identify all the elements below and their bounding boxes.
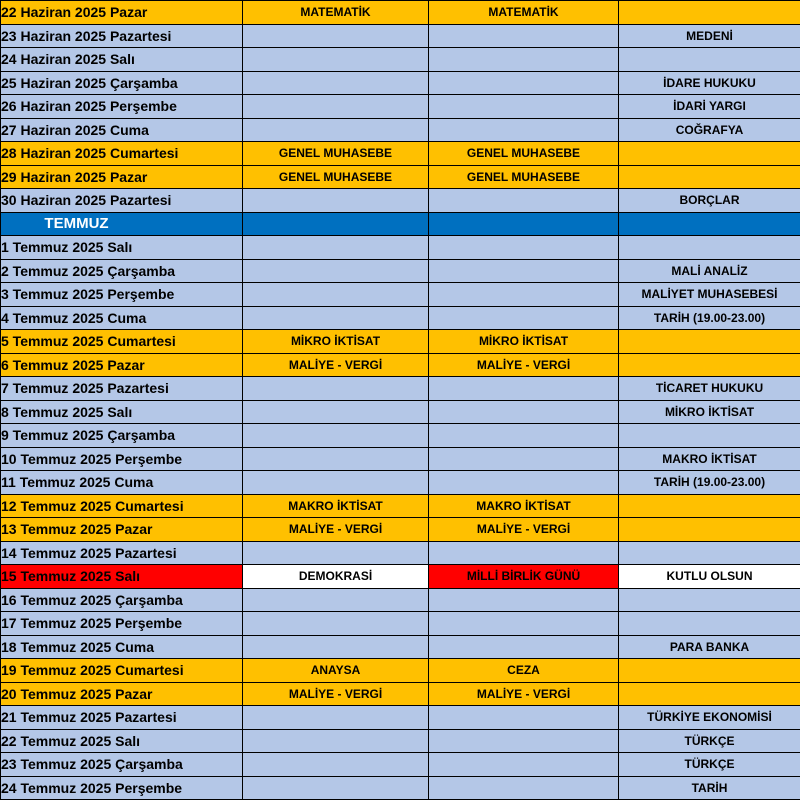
session-1-cell (243, 71, 429, 95)
session-1-cell (243, 95, 429, 119)
schedule-row (1, 776, 800, 800)
schedule-row (1, 48, 800, 72)
date-cell: 24 Temmuz 2025 Perşembe (1, 776, 243, 800)
session-1-cell (243, 541, 429, 565)
evening-session-cell (619, 48, 800, 72)
schedule-row (1, 494, 800, 518)
date-cell: 8 Temmuz 2025 Salı (1, 400, 243, 424)
date-cell: 6 Temmuz 2025 Pazar (1, 353, 243, 377)
schedule-row (1, 259, 800, 283)
session-2-cell: GENEL MUHASEBE (429, 165, 619, 189)
session-2-cell: CEZA (429, 659, 619, 683)
evening-session-cell: TÜRKÇE (619, 753, 800, 777)
date-cell: 7 Temmuz 2025 Pazartesi (1, 377, 243, 401)
session-2-cell (429, 306, 619, 330)
schedule-row (1, 565, 800, 589)
session-1-cell (243, 236, 429, 260)
schedule-row (1, 682, 800, 706)
session-2-cell (429, 612, 619, 636)
session-2-cell (429, 635, 619, 659)
schedule-row (1, 306, 800, 330)
session-1-cell: MAKRO İKTİSAT (243, 494, 429, 518)
date-cell: 23 Temmuz 2025 Çarşamba (1, 753, 243, 777)
schedule-row (1, 471, 800, 495)
session-1-cell: MİKRO İKTİSAT (243, 330, 429, 354)
schedule-row (1, 447, 800, 471)
session-2-cell (429, 753, 619, 777)
date-cell: 15 Temmuz 2025 Salı (1, 565, 243, 589)
session-2-cell (429, 212, 619, 236)
session-1-cell: MALİYE - VERGİ (243, 518, 429, 542)
evening-session-cell: MALİ ANALİZ (619, 259, 800, 283)
evening-session-cell: PARA BANKA (619, 635, 800, 659)
date-cell: 12 Temmuz 2025 Cumartesi (1, 494, 243, 518)
session-1-cell (243, 377, 429, 401)
session-2-cell (429, 95, 619, 119)
session-1-cell: MALİYE - VERGİ (243, 682, 429, 706)
session-2-cell (429, 541, 619, 565)
session-2-cell (429, 189, 619, 213)
session-1-cell (243, 283, 429, 307)
schedule-row (1, 71, 800, 95)
session-2-cell (429, 48, 619, 72)
evening-session-cell: MAKRO İKTİSAT (619, 447, 800, 471)
evening-session-cell: İDARİ YARGI (619, 95, 800, 119)
evening-session-cell: KUTLU OLSUN (619, 565, 800, 589)
session-1-cell (243, 212, 429, 236)
date-cell: 5 Temmuz 2025 Cumartesi (1, 330, 243, 354)
schedule-row (1, 518, 800, 542)
schedule-body (1, 1, 800, 800)
session-1-cell (243, 447, 429, 471)
evening-session-cell: MİKRO İKTİSAT (619, 400, 800, 424)
date-cell: 28 Haziran 2025 Cumartesi (1, 142, 243, 166)
evening-session-cell (619, 212, 800, 236)
session-1-cell (243, 612, 429, 636)
session-2-cell: MİLLİ BİRLİK GÜNÜ (429, 565, 619, 589)
date-cell: 18 Temmuz 2025 Cuma (1, 635, 243, 659)
session-2-cell (429, 118, 619, 142)
session-2-cell (429, 729, 619, 753)
schedule-row (1, 353, 800, 377)
session-1-cell: GENEL MUHASEBE (243, 142, 429, 166)
evening-session-cell (619, 424, 800, 448)
session-1-cell (243, 424, 429, 448)
session-1-cell (243, 48, 429, 72)
session-2-cell (429, 706, 619, 730)
schedule-row (1, 612, 800, 636)
evening-session-cell (619, 494, 800, 518)
schedule-row (1, 142, 800, 166)
session-2-cell (429, 259, 619, 283)
schedule-row (1, 659, 800, 683)
session-1-cell (243, 588, 429, 612)
evening-session-cell (619, 612, 800, 636)
date-cell: 20 Temmuz 2025 Pazar (1, 682, 243, 706)
session-2-cell: MATEMATİK (429, 1, 619, 25)
evening-session-cell: TÜRKÇE (619, 729, 800, 753)
date-cell: 16 Temmuz 2025 Çarşamba (1, 588, 243, 612)
evening-session-cell: TARİH (19.00-23.00) (619, 471, 800, 495)
session-2-cell (429, 71, 619, 95)
session-1-cell (243, 24, 429, 48)
session-1-cell (243, 706, 429, 730)
evening-session-cell: MALİYET MUHASEBESİ (619, 283, 800, 307)
session-1-cell (243, 118, 429, 142)
date-cell: 9 Temmuz 2025 Çarşamba (1, 424, 243, 448)
date-cell: 21 Temmuz 2025 Pazartesi (1, 706, 243, 730)
session-1-cell (243, 189, 429, 213)
date-cell: 11 Temmuz 2025 Cuma (1, 471, 243, 495)
schedule-row (1, 24, 800, 48)
session-2-cell (429, 424, 619, 448)
schedule-row (1, 541, 800, 565)
date-cell: 4 Temmuz 2025 Cuma (1, 306, 243, 330)
session-1-cell (243, 471, 429, 495)
session-1-cell (243, 400, 429, 424)
schedule-row (1, 236, 800, 260)
session-2-cell (429, 776, 619, 800)
date-cell: 10 Temmuz 2025 Perşembe (1, 447, 243, 471)
evening-session-cell (619, 236, 800, 260)
schedule-row (1, 753, 800, 777)
session-2-cell: MİKRO İKTİSAT (429, 330, 619, 354)
session-2-cell: MAKRO İKTİSAT (429, 494, 619, 518)
date-cell: 27 Haziran 2025 Cuma (1, 118, 243, 142)
schedule-row (1, 283, 800, 307)
schedule-row (1, 588, 800, 612)
schedule-row (1, 189, 800, 213)
evening-session-cell: TİCARET HUKUKU (619, 377, 800, 401)
schedule-row (1, 118, 800, 142)
session-2-cell: GENEL MUHASEBE (429, 142, 619, 166)
schedule-row (1, 400, 800, 424)
date-cell: 19 Temmuz 2025 Cumartesi (1, 659, 243, 683)
month-title: TEMMUZ (1, 212, 243, 236)
evening-session-cell (619, 330, 800, 354)
evening-session-cell: BORÇLAR (619, 189, 800, 213)
session-1-cell: MATEMATİK (243, 1, 429, 25)
session-2-cell (429, 377, 619, 401)
schedule-row (1, 706, 800, 730)
session-1-cell (243, 776, 429, 800)
evening-session-cell: MEDENİ (619, 24, 800, 48)
schedule-row (1, 377, 800, 401)
evening-session-cell (619, 588, 800, 612)
evening-session-cell (619, 142, 800, 166)
session-2-cell: MALİYE - VERGİ (429, 682, 619, 706)
session-1-cell: DEMOKRASİ (243, 565, 429, 589)
schedule-row (1, 95, 800, 119)
date-cell: 14 Temmuz 2025 Pazartesi (1, 541, 243, 565)
evening-session-cell (619, 682, 800, 706)
date-cell: 2 Temmuz 2025 Çarşamba (1, 259, 243, 283)
session-2-cell (429, 283, 619, 307)
session-2-cell (429, 588, 619, 612)
session-2-cell (429, 400, 619, 424)
date-cell: 22 Temmuz 2025 Salı (1, 729, 243, 753)
date-cell: 22 Haziran 2025 Pazar (1, 1, 243, 25)
date-cell: 13 Temmuz 2025 Pazar (1, 518, 243, 542)
session-1-cell (243, 306, 429, 330)
session-2-cell: MALİYE - VERGİ (429, 518, 619, 542)
date-cell: 23 Haziran 2025 Pazartesi (1, 24, 243, 48)
session-1-cell (243, 729, 429, 753)
date-cell: 3 Temmuz 2025 Perşembe (1, 283, 243, 307)
evening-session-cell (619, 518, 800, 542)
schedule-row (1, 330, 800, 354)
schedule-row (1, 165, 800, 189)
session-1-cell (243, 635, 429, 659)
date-cell: 29 Haziran 2025 Pazar (1, 165, 243, 189)
date-cell: 26 Haziran 2025 Perşembe (1, 95, 243, 119)
date-cell: 24 Haziran 2025 Salı (1, 48, 243, 72)
session-2-cell (429, 236, 619, 260)
evening-session-cell: TARİH (19.00-23.00) (619, 306, 800, 330)
schedule-row (1, 1, 800, 25)
session-2-cell (429, 24, 619, 48)
evening-session-cell (619, 165, 800, 189)
evening-session-cell: TÜRKİYE EKONOMİSİ (619, 706, 800, 730)
session-1-cell (243, 259, 429, 283)
evening-session-cell (619, 659, 800, 683)
date-cell: 25 Haziran 2025 Çarşamba (1, 71, 243, 95)
month-header-row (1, 212, 800, 236)
evening-session-cell: İDARE HUKUKU (619, 71, 800, 95)
session-1-cell: ANAYSA (243, 659, 429, 683)
session-1-cell: GENEL MUHASEBE (243, 165, 429, 189)
evening-session-cell (619, 541, 800, 565)
session-2-cell (429, 447, 619, 471)
evening-session-cell (619, 1, 800, 25)
evening-session-cell: TARİH (619, 776, 800, 800)
schedule-row (1, 635, 800, 659)
date-cell: 1 Temmuz 2025 Salı (1, 236, 243, 260)
schedule-row (1, 729, 800, 753)
evening-session-cell: COĞRAFYA (619, 118, 800, 142)
schedule-row (1, 424, 800, 448)
date-cell: 17 Temmuz 2025 Perşembe (1, 612, 243, 636)
session-2-cell: MALİYE - VERGİ (429, 353, 619, 377)
session-1-cell: MALİYE - VERGİ (243, 353, 429, 377)
date-cell: 30 Haziran 2025 Pazartesi (1, 189, 243, 213)
evening-session-cell (619, 353, 800, 377)
session-1-cell (243, 753, 429, 777)
session-2-cell (429, 471, 619, 495)
